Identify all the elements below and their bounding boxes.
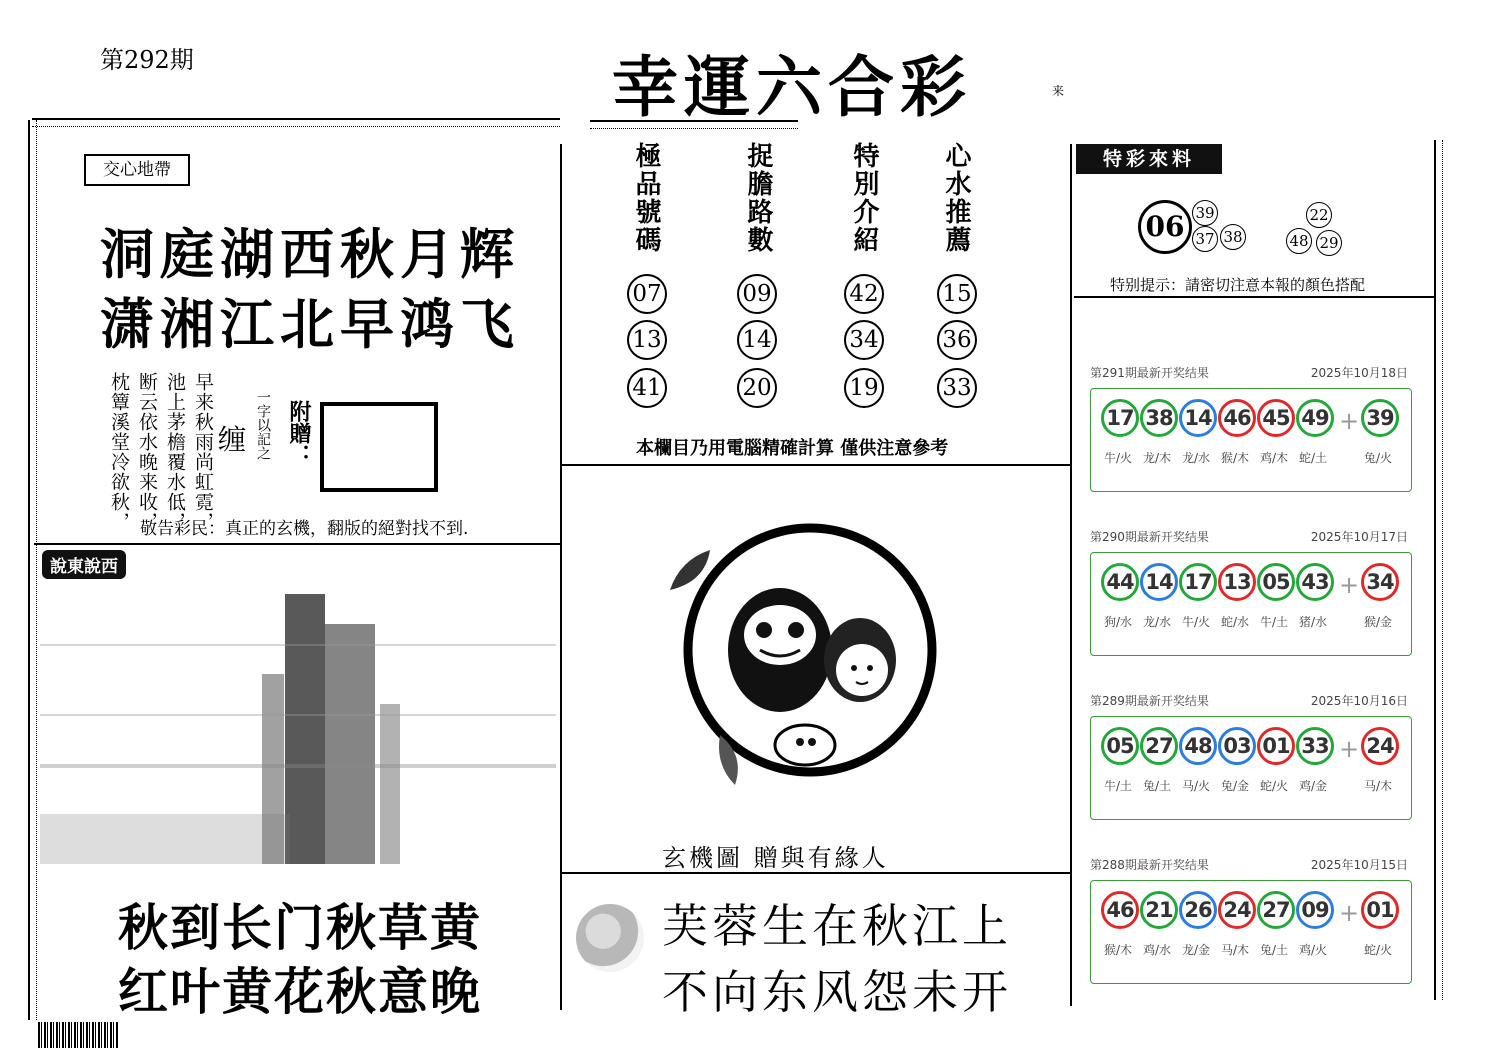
- result-balls-box: [1090, 716, 1412, 820]
- number-circle: 33: [937, 368, 977, 408]
- lottery-ball: 17: [1179, 563, 1217, 601]
- result-issue: 第291期最新开奖结果: [1090, 366, 1209, 380]
- section-label-text: 交心地帶: [84, 154, 190, 186]
- zodiac-label: 猴/木: [1220, 451, 1250, 465]
- result-date: 2025年10月18日: [1310, 366, 1408, 380]
- zodiac-label: 蛇/水: [1220, 615, 1250, 629]
- number-circle: 15: [937, 274, 977, 314]
- column-head-2: 捉膽路數: [743, 142, 773, 254]
- poem-line-2: 潇湘江北早鸿飞: [100, 292, 520, 356]
- section-label-chat: 說東說西: [42, 550, 126, 579]
- zodiac-label: 牛/土: [1259, 615, 1289, 629]
- plus-sign: +: [1339, 407, 1360, 435]
- lottery-ball: 43: [1296, 563, 1334, 601]
- result-issue: 第290期最新开奖结果: [1090, 530, 1209, 544]
- top-left-vine: [32, 118, 560, 127]
- column-head-4: 心水推薦: [941, 142, 971, 254]
- plus-sign: +: [1339, 735, 1360, 763]
- lottery-ball: 14: [1140, 563, 1178, 601]
- result-card-289: [1082, 692, 1418, 842]
- answer-box: [320, 402, 438, 492]
- zodiac-label: 狗/水: [1103, 615, 1133, 629]
- zodiac-label: 蛇/土: [1298, 451, 1328, 465]
- section-label-heart: [62, 150, 212, 190]
- zodiac-label: 兔/土: [1259, 943, 1289, 957]
- lottery-ball: 38: [1140, 399, 1178, 437]
- small-poem-col-2: 池上茅檐覆水低，: [164, 372, 186, 532]
- special-ball: 24: [1361, 727, 1399, 765]
- left-verse-line-1: 秋到长门秋草黄: [118, 898, 482, 957]
- lottery-ball: 46: [1101, 891, 1139, 929]
- hint-label: 一字以記之: [255, 390, 271, 460]
- result-card-291: [1082, 364, 1418, 514]
- result-balls-box: [1090, 880, 1412, 984]
- lottery-ball: 27: [1257, 891, 1295, 929]
- zodiac-label: 牛/土: [1103, 779, 1133, 793]
- result-date: 2025年10月15日: [1310, 858, 1408, 872]
- zodiac-label: 鸡/水: [1142, 943, 1172, 957]
- column-head-3: 特別介紹: [849, 142, 879, 254]
- number-circle: 19: [844, 368, 884, 408]
- issue-number: 第292期: [100, 46, 194, 74]
- plus-sign: +: [1339, 571, 1360, 599]
- lottery-ball: 26: [1179, 891, 1217, 929]
- newspaper-title: 幸運六合彩: [612, 48, 972, 126]
- result-issue: 第289期最新开奖结果: [1090, 694, 1209, 708]
- number-circle: 07: [627, 274, 667, 314]
- daruma-illustration: [660, 510, 960, 810]
- number-circle: 41: [627, 368, 667, 408]
- right-vine-border: [1434, 140, 1443, 1000]
- zodiac-label: 牛/火: [1103, 451, 1133, 465]
- center-left-divider: [560, 144, 562, 1010]
- special-small-number: 48: [1286, 228, 1312, 254]
- result-date: 2025年10月16日: [1310, 694, 1408, 708]
- zodiac-label: 猴/木: [1103, 943, 1133, 957]
- yin-yang-icon: [576, 904, 644, 972]
- zodiac-label: 龙/水: [1181, 451, 1211, 465]
- zodiac-label: 鸡/木: [1259, 451, 1289, 465]
- lottery-ball: 21: [1140, 891, 1178, 929]
- lottery-ball: 14: [1179, 399, 1217, 437]
- number-circle: 34: [844, 320, 884, 360]
- zodiac-label: 鸡/金: [1298, 779, 1328, 793]
- right-header-divider: [1074, 296, 1434, 298]
- lottery-ball: 17: [1101, 399, 1139, 437]
- small-poem-col-1: 早来秋雨尚虹霓，: [192, 372, 214, 532]
- center-verse-line-2: 不向东风怨未开: [662, 965, 1012, 1019]
- special-small-number: 22: [1306, 202, 1332, 228]
- small-poem-col-3: 断云依水晚来收，: [136, 372, 158, 532]
- result-date: 2025年10月17日: [1310, 530, 1408, 544]
- special-small-number: 38: [1220, 224, 1246, 250]
- number-circle: 13: [627, 320, 667, 360]
- lottery-ball: 09: [1296, 891, 1334, 929]
- color-tip: 特别提示：請密切注意本報的顏色搭配: [1110, 276, 1366, 294]
- center-verse-line-1: 芙蓉生在秋江上: [662, 899, 1012, 953]
- lottery-ball: 49: [1296, 399, 1334, 437]
- special-small-number: 29: [1316, 230, 1342, 256]
- scan-noise-graphic: [40, 584, 556, 874]
- zodiac-label: 猪/水: [1298, 615, 1328, 629]
- zodiac-label: 龙/木: [1142, 451, 1172, 465]
- scanned-text-block: [40, 584, 556, 874]
- zodiac-label: 蛇/火: [1259, 779, 1289, 793]
- zodiac-label: 蛇/火: [1363, 943, 1393, 957]
- number-circle: 36: [937, 320, 977, 360]
- zodiac-label: 马/木: [1220, 943, 1250, 957]
- number-circle: 42: [844, 274, 884, 314]
- zodiac-label: 牛/火: [1181, 615, 1211, 629]
- lottery-ball: 01: [1257, 727, 1295, 765]
- zodiac-label: 猴/金: [1363, 615, 1393, 629]
- special-ball: 34: [1361, 563, 1399, 601]
- lottery-ball: 46: [1218, 399, 1256, 437]
- zodiac-label: 兔/金: [1220, 779, 1250, 793]
- result-card-290: [1082, 528, 1418, 678]
- number-circle: 20: [737, 368, 777, 408]
- lottery-ball: 44: [1101, 563, 1139, 601]
- title-suffix: 来: [1052, 84, 1065, 98]
- number-circle: 14: [737, 320, 777, 360]
- poem-line-1: 洞庭湖西秋月辉: [100, 222, 520, 286]
- lottery-ball: 33: [1296, 727, 1334, 765]
- lottery-ball: 13: [1218, 563, 1256, 601]
- calculation-note: 本欄目乃用電腦精確計算 僅供注意參考: [636, 438, 949, 459]
- center-divider-1: [560, 464, 1070, 466]
- hint-character: 缠: [218, 423, 247, 456]
- special-small-number: 37: [1192, 226, 1218, 252]
- fortune-illustration: [660, 510, 960, 810]
- zodiac-label: 鸡/火: [1298, 943, 1328, 957]
- plus-sign: +: [1339, 899, 1360, 927]
- lottery-ball: 03: [1218, 727, 1256, 765]
- warning-text: 敬告彩民：真正的玄機，翻版的絕對找不到.: [140, 519, 469, 539]
- special-small-number: 39: [1192, 200, 1218, 226]
- lottery-ball: 48: [1179, 727, 1217, 765]
- special-ball: 39: [1361, 399, 1399, 437]
- special-section-label: 特彩來料: [1076, 144, 1222, 174]
- result-card-288: [1082, 856, 1418, 1006]
- gift-label: 附贈：: [286, 400, 311, 466]
- small-poem-col-4: 枕簟溪堂冷欲秋，: [108, 372, 130, 532]
- zodiac-label: 龙/金: [1181, 943, 1211, 957]
- left-mid-divider: [34, 543, 560, 545]
- number-circle: 09: [737, 274, 777, 314]
- result-issue: 第288期最新开奖结果: [1090, 858, 1209, 872]
- zodiac-label: 兔/土: [1142, 779, 1172, 793]
- lottery-ball: 05: [1257, 563, 1295, 601]
- special-ball: 01: [1361, 891, 1399, 929]
- lottery-ball: 24: [1218, 891, 1256, 929]
- lottery-ball: 45: [1257, 399, 1295, 437]
- lottery-ball: 05: [1101, 727, 1139, 765]
- zodiac-label: 龙/水: [1142, 615, 1172, 629]
- fortune-caption: 玄機圖 贈與有緣人: [662, 844, 889, 872]
- left-vine-border: [28, 120, 37, 1020]
- left-verse-line-2: 红叶黄花秋意晚: [118, 962, 482, 1021]
- result-balls-box: [1090, 552, 1412, 656]
- lottery-ball: 27: [1140, 727, 1178, 765]
- zodiac-label: 马/木: [1363, 779, 1393, 793]
- special-main-number: 06: [1138, 200, 1192, 254]
- zodiac-label: 马/火: [1181, 779, 1211, 793]
- column-head-1: 極品號碼: [631, 142, 661, 254]
- center-right-divider: [1070, 144, 1072, 1006]
- barcode: [38, 1022, 118, 1048]
- title-vine-divider: [590, 120, 798, 129]
- result-balls-box: [1090, 388, 1412, 492]
- zodiac-label: 兔/火: [1363, 451, 1393, 465]
